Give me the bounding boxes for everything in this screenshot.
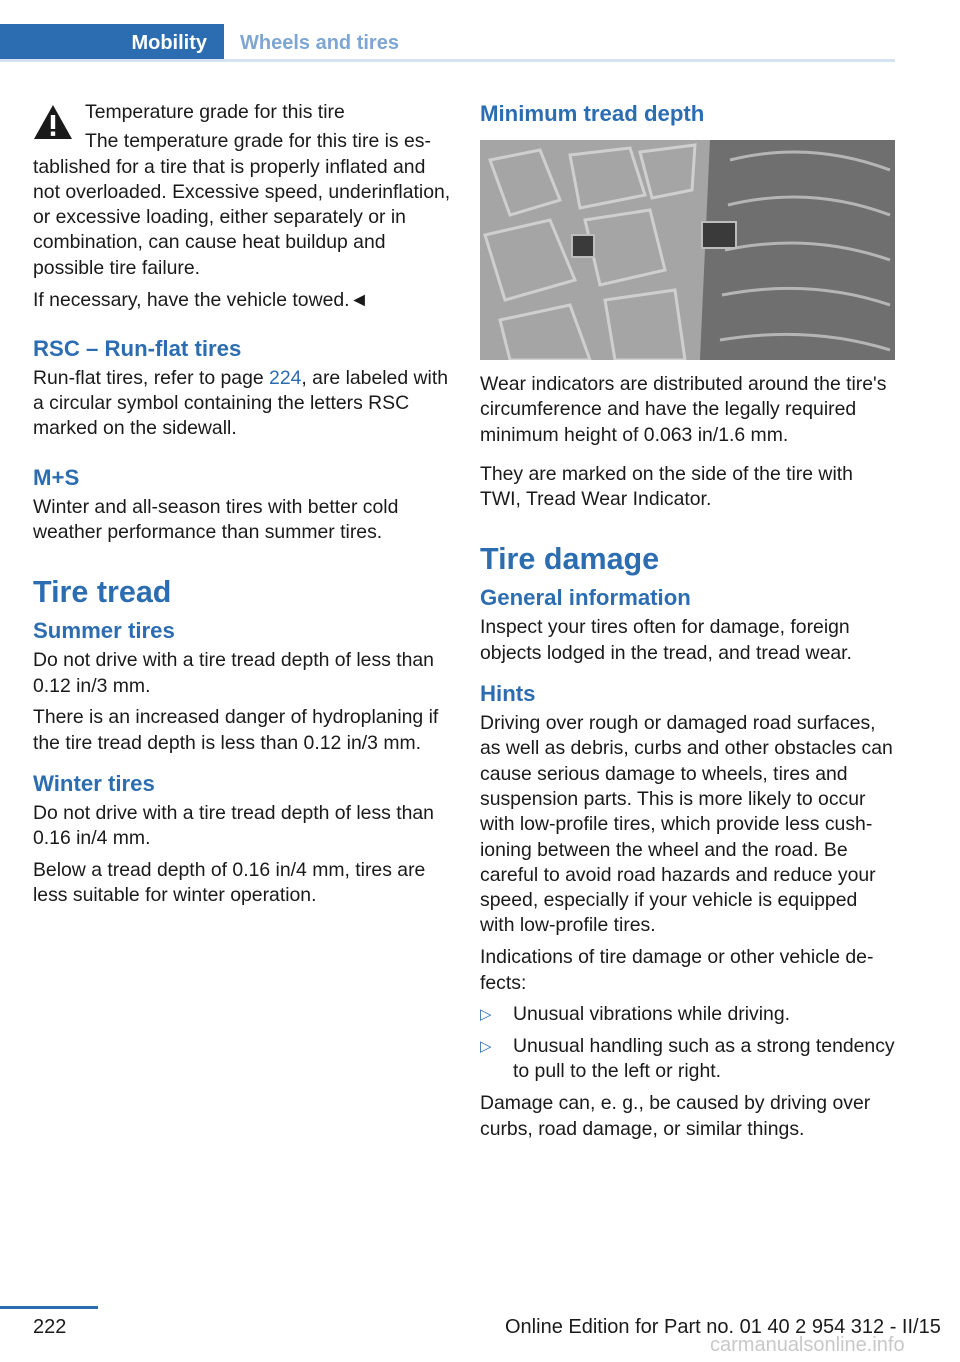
chapter-tab bbox=[240, 24, 399, 59]
edition-info: Online Edition for Part no. 01 40 2 954 312 - II/15 bbox=[505, 1316, 941, 1338]
chapter-label: Wheels and tires bbox=[240, 32, 399, 54]
rsc-text-before: Run-flat tires, refer to page bbox=[33, 366, 270, 389]
warning-note bbox=[33, 100, 451, 313]
left-column bbox=[33, 100, 451, 915]
summer-tires-heading: Summer tires bbox=[33, 618, 175, 644]
list-item bbox=[480, 1034, 895, 1085]
min-depth-text-2: They are marked on the side of the tire with TWI, Tread Wear Indicator. bbox=[480, 462, 853, 511]
winter-text-2: Below a tread depth of 0.16 in/4 mm, tires are less suitable for winter operation. bbox=[33, 859, 426, 907]
section-tab bbox=[0, 24, 224, 62]
bullet-triangle-icon: ▷ bbox=[480, 1006, 492, 1024]
summer-text-1: Do not drive with a tire tread depth of less than 0.12 in/3 mm. bbox=[33, 649, 434, 697]
summer-text-2: There is an increased danger of hydroplaning if the tire tread depth is less than 0.12 in/3 mm. bbox=[33, 706, 439, 754]
ms-heading: M+S bbox=[33, 464, 80, 490]
watermark: carmanualsonline.info bbox=[710, 1334, 905, 1356]
general-information-text: Inspect your tires often for damage, foreign objects lodged in the tread, and tread wear. bbox=[480, 616, 852, 664]
indications-text: Indications of tire damage or other vehicle defects: bbox=[480, 946, 874, 994]
list-item-text: Unusual vibrations while driving. bbox=[513, 1003, 790, 1026]
right-column bbox=[480, 100, 895, 1148]
rsc-heading: RSC – Run-flat tires bbox=[33, 335, 242, 361]
footer-rule bbox=[0, 1306, 98, 1309]
warning-title: Temperature grade for this tire bbox=[85, 101, 345, 123]
tire-tread-heading: Tire tread bbox=[33, 575, 172, 610]
list-item bbox=[480, 1002, 895, 1027]
min-depth-heading: Minimum tread depth bbox=[480, 101, 705, 126]
section-label: Mobility bbox=[131, 31, 207, 54]
general-information-heading: General information bbox=[480, 585, 691, 611]
header-rule bbox=[0, 59, 895, 62]
rsc-text-after: , are labeled with a circular symbol containing the letters RSC marked on the sidewall. bbox=[33, 366, 448, 440]
closing-text: Damage can, e. g., be caused by driving over curbs, road damage, or similar things. bbox=[480, 1092, 871, 1140]
tread-wear-indicator-image bbox=[480, 140, 895, 360]
hints-text: Driving over rough or damaged road surfaces, as well as debris, curbs and other obstacles can cause serious damage to wheels, tires and suspension parts. This is more likely to occur with low-profile tires, which provide less cushioning between the wheel and the road. Be careful to avoid road hazards and reduce your speed, especially if your vehicle is equipped with low-profile tires. bbox=[480, 712, 893, 937]
winter-text-1: Do not drive with a tire tread depth of less than 0.16 in/4 mm. bbox=[33, 802, 434, 850]
bullet-triangle-icon: ▷ bbox=[480, 1038, 492, 1056]
list-item-text: Unusual handling such as a strong tendency to pull to the left or right. bbox=[513, 1035, 895, 1083]
rsc-text bbox=[33, 366, 451, 442]
hints-heading: Hints bbox=[480, 681, 536, 707]
page-reference-link[interactable]: 224 bbox=[269, 366, 302, 389]
warning-triangle-icon bbox=[33, 104, 73, 140]
min-depth-text-1: Wear indicators are distributed around the tire's circumference and have the legally required minimum height of 0.063 in/1.6 mm. bbox=[480, 373, 887, 446]
tire-damage-heading: Tire damage bbox=[480, 542, 660, 577]
warning-action: If necessary, have the vehicle towed.◄ bbox=[33, 288, 369, 311]
ms-text: Winter and all-season tires with better cold weather performance than summer tires. bbox=[33, 495, 399, 544]
warning-body: The temperature grade for this tire is established for a tire that is properly inflated and not overloaded. Excessive speed, underinflation, or excessive loading, either separately or in combination, can cause heat buildup and possible tire failure. bbox=[33, 130, 451, 279]
winter-tires-heading: Winter tires bbox=[33, 771, 155, 797]
page-number: 222 bbox=[33, 1316, 67, 1338]
damage-indications-list bbox=[480, 1002, 895, 1084]
page-header bbox=[0, 24, 895, 62]
